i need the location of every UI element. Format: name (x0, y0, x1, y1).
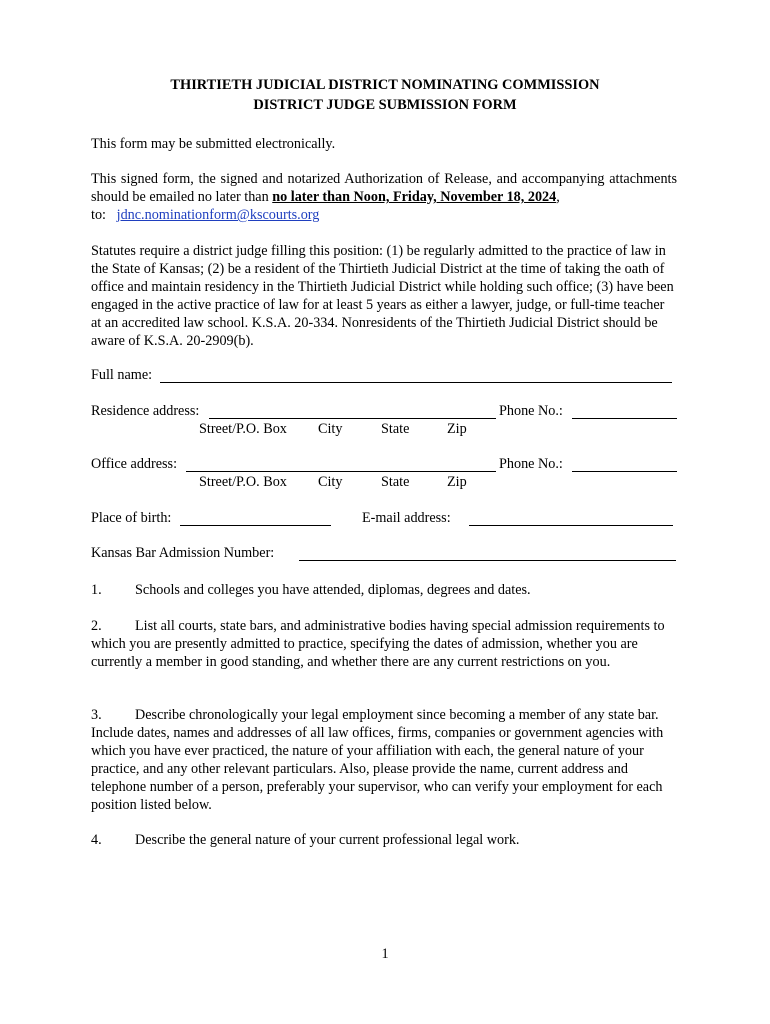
email-address-label: E-mail address: (362, 510, 451, 526)
question-text: Describe chronologically your legal employment since becoming a member of any state bar. Include dates, names and addresses of all law offices, firms, companies or government agencies with which you have ever practiced, the nature of your affiliation with each, the general nature of your practice, and any other relevant particulars. Also, please provide the name, current address and telephone number of a person, preferably your supervisor, who can verify your employment for each position listed below. (91, 707, 664, 813)
office-street-caption: Street/P.O. Box (199, 474, 287, 490)
office-state-caption: State (381, 474, 410, 490)
office-phone-label: Phone No.: (499, 456, 563, 472)
question-number: 1. (91, 582, 102, 598)
page-number: 1 (381, 946, 389, 962)
office-city-caption: City (318, 474, 343, 490)
question-1 (91, 581, 677, 599)
question-number: 3. (91, 707, 102, 723)
full-name-label: Full name: (91, 367, 153, 383)
bar-number-label: Kansas Bar Admission Number: (91, 545, 275, 561)
question-4 (91, 831, 677, 849)
office-address-label: Office address: (91, 456, 178, 472)
deadline-date: no later than Noon, Friday, November 18, 2024 (272, 189, 557, 205)
full-name-field[interactable] (160, 382, 672, 383)
deadline-paragraph (91, 170, 677, 224)
residence-address-label: Residence address: (91, 403, 200, 419)
question-3 (91, 706, 677, 814)
deadline-comma: , (556, 189, 560, 205)
question-2 (91, 617, 677, 671)
question-number: 2. (91, 618, 102, 634)
residence-state-caption: State (381, 421, 410, 437)
email-address-field[interactable] (469, 525, 673, 526)
question-text: Schools and colleges you have attended, diplomas, degrees and dates. (135, 582, 531, 598)
to-label: to: (91, 207, 106, 223)
submission-email-link[interactable]: jdnc.nominationform@kscourts.org (116, 207, 320, 223)
bar-number-field[interactable] (299, 560, 676, 561)
office-phone-field[interactable] (572, 471, 677, 472)
electronic-note: This form may be submitted electronically. (91, 136, 336, 152)
deadline-text: This signed form, the signed and notarized Authorization of Release, and accompanying attachments should be emailed no later than (91, 171, 677, 205)
office-address-field[interactable] (186, 471, 496, 472)
residence-street-caption: Street/P.O. Box (199, 421, 287, 437)
place-of-birth-label: Place of birth: (91, 510, 172, 526)
form-title-line1: THIRTIETH JUDICIAL DISTRICT NOMINATING COMMISSION (170, 77, 600, 93)
question-text: List all courts, state bars, and administrative bodies having special admission requirements to which you are presently admitted to practice, specifying the dates of admission, whether you are currently a member in good standing, and whether there are any current restrictions on you. (91, 618, 665, 670)
residence-zip-caption: Zip (447, 421, 467, 437)
place-of-birth-field[interactable] (180, 525, 331, 526)
residence-address-field[interactable] (209, 418, 496, 419)
residence-phone-label: Phone No.: (499, 403, 563, 419)
statutes-paragraph: Statutes require a district judge filling this position: (1) be regularly admitted to the practice of law in the State of Kansas; (2) be a resident of the Thirtieth Judicial District at the time of taking the oath of office and maintain residency in the Thirtieth Judicial District while holding such office; (3) have been engaged in the active practice of law for at least 5 years as either a lawyer, judge, or full-time teacher at an accredited law school. K.S.A. 20-334. Nonresidents of the Thirtieth Judicial District should be aware of K.S.A. 20-2909(b). (91, 243, 674, 349)
question-text: Describe the general nature of your current professional legal work. (135, 832, 520, 848)
office-zip-caption: Zip (447, 474, 467, 490)
question-number: 4. (91, 832, 102, 848)
residence-city-caption: City (318, 421, 343, 437)
residence-phone-field[interactable] (572, 418, 677, 419)
form-title-line2: DISTRICT JUDGE SUBMISSION FORM (253, 97, 517, 113)
